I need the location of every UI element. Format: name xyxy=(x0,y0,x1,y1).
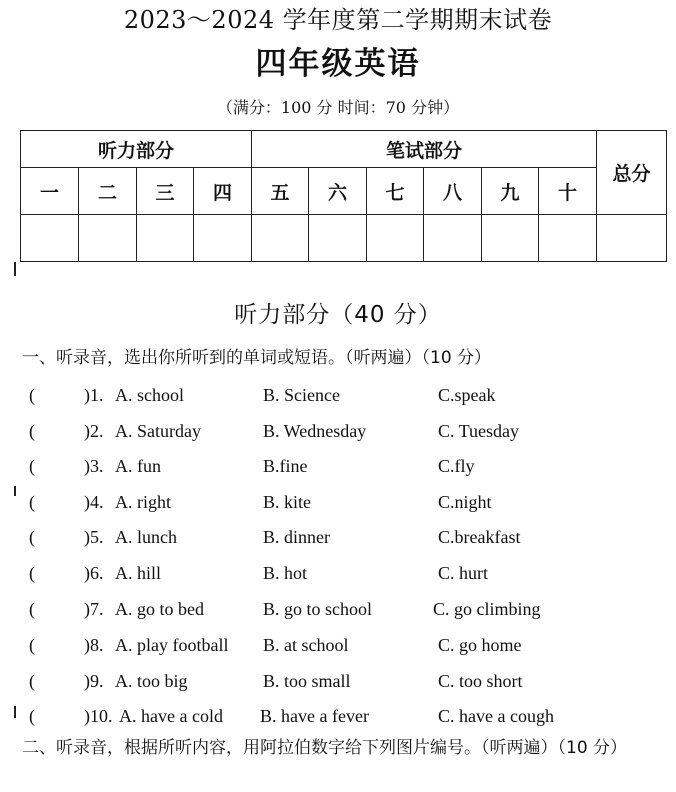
answer-bracket: ( xyxy=(29,492,35,512)
score-cell xyxy=(21,215,79,262)
option-c: C. Tuesday xyxy=(438,421,520,441)
question-row xyxy=(0,417,676,445)
answer-bracket: ( xyxy=(29,421,35,441)
question-number: )5. xyxy=(84,527,104,547)
option-a: A. play football xyxy=(115,635,229,655)
part-column-header: 二 xyxy=(79,168,137,215)
exam-title: 2023～2024 学年度第二学期期末试卷 xyxy=(123,6,553,34)
binding-mark xyxy=(14,262,16,276)
option-b: B. kite xyxy=(263,492,311,512)
option-a: A. school xyxy=(115,385,184,405)
total-score-cell xyxy=(597,215,667,262)
part-column-header: 一 xyxy=(21,168,79,215)
exam-meta: （满分：100 分 时间：70 分钟） xyxy=(216,98,460,117)
question-row xyxy=(0,452,676,480)
option-b: B. dinner xyxy=(263,527,330,547)
part-column-header: 三 xyxy=(137,168,194,215)
answer-bracket: ( xyxy=(29,599,35,619)
answer-bracket: ( xyxy=(29,671,35,691)
answer-bracket: ( xyxy=(29,706,35,726)
score-cell xyxy=(424,215,482,262)
total-score-header: 总分 xyxy=(597,131,667,215)
exam-subject: 四年级英语 xyxy=(255,46,421,82)
option-b: B. have a fever xyxy=(260,706,369,726)
option-b: B. at school xyxy=(263,635,349,655)
answer-bracket: ( xyxy=(29,635,35,655)
question-row xyxy=(0,667,676,695)
part-one-instruction: 一、听录音，选出你所听到的单词或短语。（听两遍）（10 分） xyxy=(22,348,492,368)
score-cell xyxy=(539,215,597,262)
part-column-header: 七 xyxy=(367,168,424,215)
option-b: B. go to school xyxy=(263,599,373,619)
question-number: )2. xyxy=(84,421,104,441)
answer-bracket: ( xyxy=(29,527,35,547)
option-c: C. too short xyxy=(438,671,523,691)
option-a: A. go to bed xyxy=(115,599,204,619)
question-number: )1. xyxy=(84,385,104,405)
part-column-header: 八 xyxy=(424,168,482,215)
part-column-header: 六 xyxy=(309,168,367,215)
part-column-header: 四 xyxy=(194,168,252,215)
part-column-header: 十 xyxy=(539,168,597,215)
option-a: A. have a cold xyxy=(119,706,223,726)
question-row xyxy=(0,381,676,409)
option-a: A. fun xyxy=(115,456,161,476)
question-number: )3. xyxy=(84,456,104,476)
option-a: A. too big xyxy=(115,671,188,691)
question-row xyxy=(0,631,676,659)
listening-group-header: 听力部分 xyxy=(21,131,252,168)
answer-bracket: ( xyxy=(29,385,35,405)
part-column-header: 九 xyxy=(482,168,539,215)
option-a: A. Saturday xyxy=(115,421,201,441)
question-number: )9. xyxy=(84,671,104,691)
question-number: )4. xyxy=(84,492,104,512)
question-row xyxy=(0,595,676,623)
option-c: C. have a cough xyxy=(438,706,554,726)
score-table xyxy=(20,130,667,262)
option-a: A. right xyxy=(115,492,171,512)
part-column-header: 五 xyxy=(252,168,309,215)
question-row xyxy=(0,523,676,551)
question-row xyxy=(0,488,676,516)
question-row xyxy=(0,702,676,730)
answer-bracket: ( xyxy=(29,563,35,583)
option-c: C. go climbing xyxy=(433,599,541,619)
part-two-instruction: 二、听录音，根据所听内容，用阿拉伯数字给下列图片编号。（听两遍）（10 分） xyxy=(22,738,628,758)
option-c: C.night xyxy=(438,492,492,512)
option-c: C. hurt xyxy=(438,563,489,583)
listening-section-title: 听力部分（40 分） xyxy=(234,302,442,328)
question-number: )10. xyxy=(84,706,113,726)
score-cell xyxy=(79,215,137,262)
score-cell xyxy=(482,215,539,262)
answer-bracket: ( xyxy=(29,456,35,476)
option-b: B. hot xyxy=(263,563,308,583)
score-cell xyxy=(252,215,309,262)
option-c: C.breakfast xyxy=(438,527,521,547)
question-row xyxy=(0,559,676,587)
option-b: B. too small xyxy=(263,671,351,691)
option-c: C.speak xyxy=(438,385,496,405)
option-a: A. lunch xyxy=(115,527,177,547)
score-cell xyxy=(194,215,252,262)
option-a: A. hill xyxy=(115,563,162,583)
option-b: B.fine xyxy=(263,456,308,476)
question-number: )7. xyxy=(84,599,104,619)
question-number: )6. xyxy=(84,563,104,583)
option-b: B. Wednesday xyxy=(263,421,367,441)
score-cell xyxy=(137,215,194,262)
option-c: C. go home xyxy=(438,635,522,655)
option-c: C.fly xyxy=(438,456,475,476)
score-cell xyxy=(367,215,424,262)
score-cell xyxy=(309,215,367,262)
question-number: )8. xyxy=(84,635,104,655)
option-b: B. Science xyxy=(263,385,340,405)
written-group-header: 笔试部分 xyxy=(252,131,597,168)
